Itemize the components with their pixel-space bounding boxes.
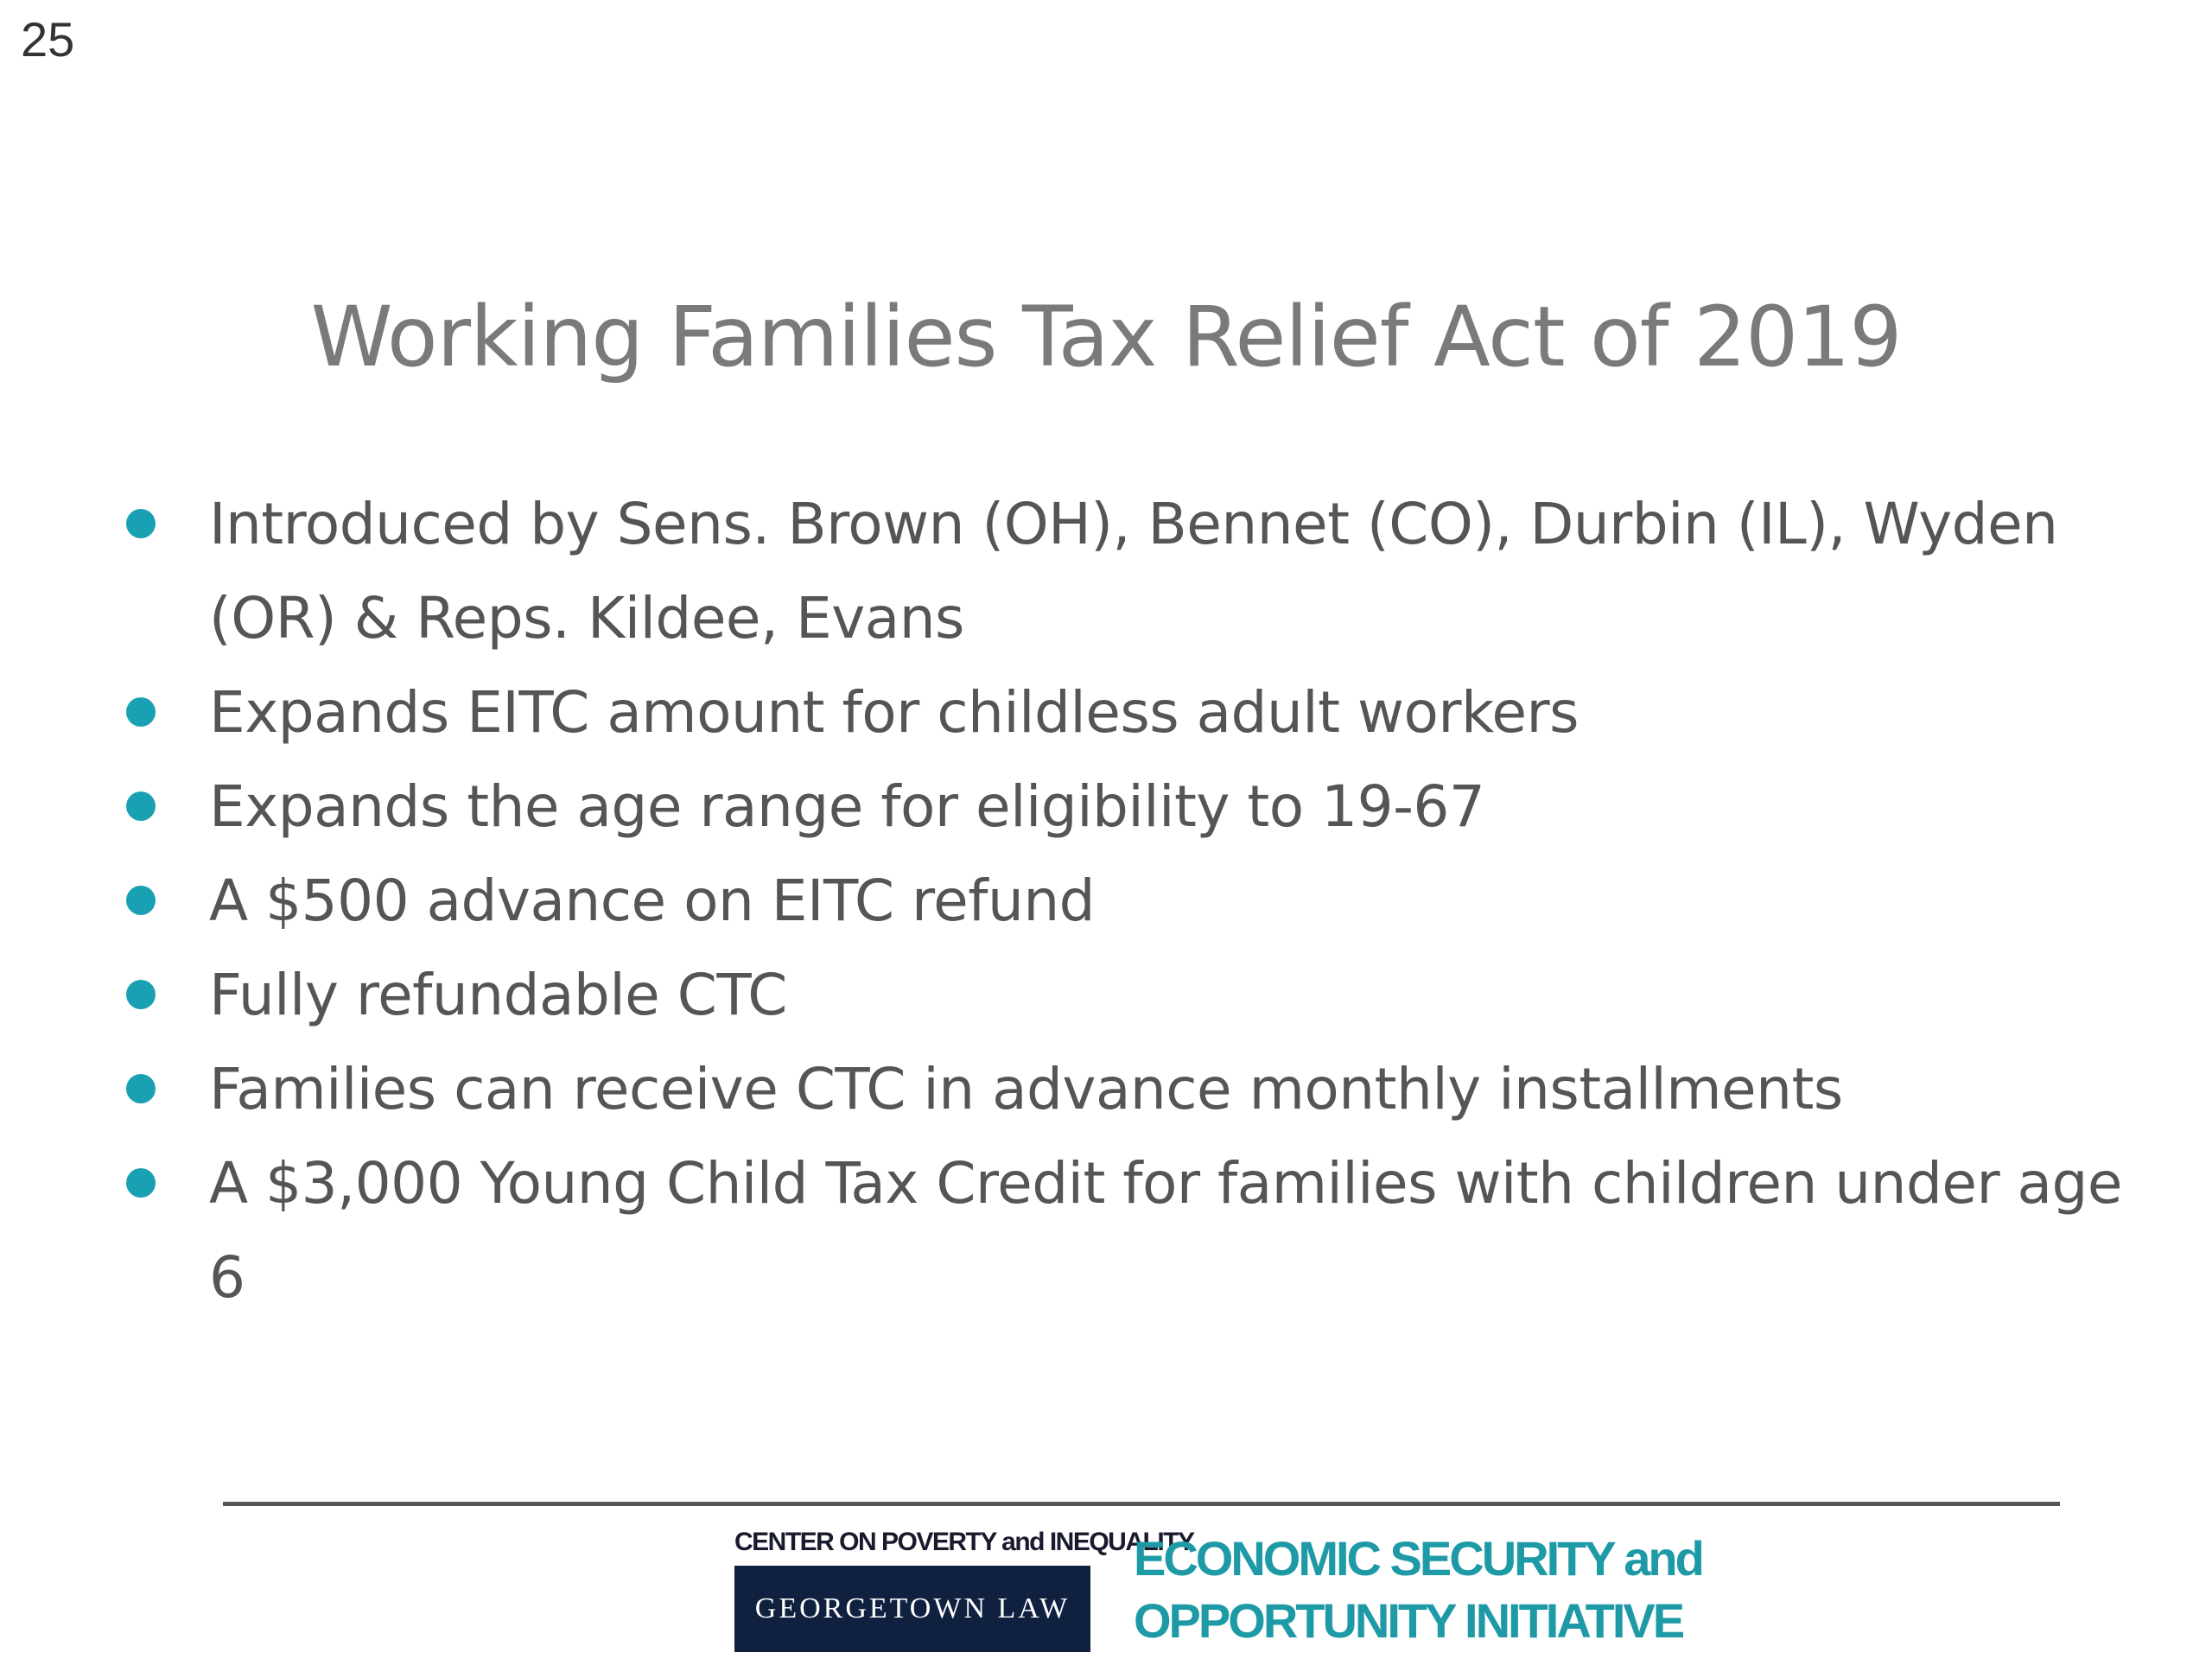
bullet-dot-icon xyxy=(126,1168,156,1198)
bullet-item xyxy=(121,854,2143,948)
bullet-item xyxy=(121,760,2143,854)
bullet-text-continued: 6 xyxy=(209,1244,245,1311)
logo-line-1: ECONOMIC SECURITY and xyxy=(1134,1531,1702,1586)
bullet-text: Fully refundable CTC xyxy=(209,962,787,1028)
bullet-dot-icon xyxy=(126,886,156,915)
bullet-dot-icon xyxy=(126,791,156,821)
bullet-dot-icon xyxy=(126,509,156,538)
logo-georgetown-box xyxy=(734,1566,1090,1652)
economic-security-logo xyxy=(1134,1528,1702,1657)
georgetown-poverty-logo xyxy=(734,1522,1194,1652)
bullet-item xyxy=(121,665,2143,760)
logo-line-2: OPPORTUNITY INITIATIVE xyxy=(1134,1593,1683,1648)
bullet-item xyxy=(121,948,2143,1042)
bullet-text: Expands the age range for eligibility to 19-67 xyxy=(209,773,1485,840)
bullet-item xyxy=(121,477,2143,665)
bullet-dot-icon xyxy=(126,697,156,727)
page-number: 25 xyxy=(21,12,75,67)
bullet-item xyxy=(121,1136,2143,1325)
bullet-text: A $3,000 Young Child Tax Credit for families with children under age xyxy=(209,1150,2122,1217)
footer-divider xyxy=(223,1502,2060,1506)
logo-georgetown-text: GEORGETOWN LAW xyxy=(754,1592,1071,1624)
logo-center-name: CENTER ON POVERTY and INEQUALITY xyxy=(734,1528,1194,1556)
bullet-dot-icon xyxy=(126,1074,156,1103)
bullet-text: A $500 advance on EITC refund xyxy=(209,868,1096,934)
bullet-text: Expands EITC amount for childless adult workers xyxy=(209,679,1579,746)
bullet-text: Introduced by Sens. Brown (OH), Bennet (CO), Durbin (IL), Wyden xyxy=(209,491,2058,557)
bullet-text: Families can receive CTC in advance monthly installments xyxy=(209,1056,1843,1122)
bullet-item xyxy=(121,1042,2143,1136)
slide-title: Working Families Tax Relief Act of 2019 xyxy=(310,289,1902,385)
bullet-dot-icon xyxy=(126,980,156,1009)
bullet-list xyxy=(121,477,2143,1325)
bullet-text-continued: (OR) & Reps. Kildee, Evans xyxy=(209,585,964,652)
